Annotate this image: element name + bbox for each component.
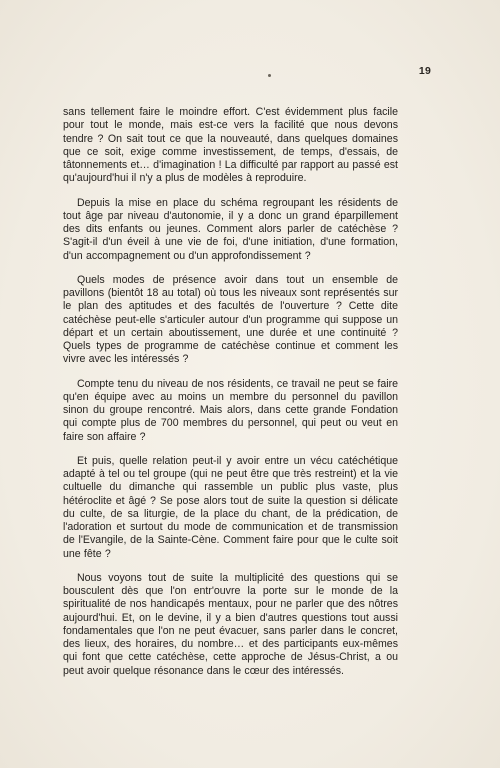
body-text	[63, 106, 398, 689]
page-mark-dot	[268, 74, 271, 77]
paragraph-5: Et puis, quelle relation peut-il y avoir entre un vécu catéchétique adapté à tel ou tel groupe (qui ne peut être que très restreint) et la vie cultuelle du dimanche qui rassemble un public plus vaste, plus hétéroclite et âgé ? Se pose alors tout de suite la question si délicate du culte, de sa liturgie, de la place du chant, de la prédication, de l'adoration et surtout du mode de communication et de transmission de l'Evangile, de la Sainte-Cène. Comment faire pour que le culte soit une fête ?	[63, 454, 398, 560]
page-number: 19	[418, 65, 431, 77]
paragraph-4: Compte tenu du niveau de nos résidents, ce travail ne peut se faire qu'en équipe avec au moins un membre du personnel du pavillon sinon du groupe rencontré. Mais alors, dans cette grande Fondation qui compte plus de 700 membres du personnel, qui peut ou veut en faire son affaire ?	[63, 377, 398, 443]
paragraph-2: Depuis la mise en place du schéma regroupant les résidents de tout âge par niveau d'autonomie, il y a donc un grand éparpillement des dits enfants ou jeunes. Comment alors parler de catéchèse ? S'agit-il d'un éveil à une vie de foi, d'une initiation, d'une formation, d'un accompagnement ou d'un approfondissement ?	[63, 196, 398, 262]
paragraph-1: sans tellement faire le moindre effort. C'est évidemment plus facile pour tout le monde, mais est-ce vers la facilité que nous devons tendre ? On sait tout ce que la nouveauté, dans quelques domaines que ce soit, exige comme investissement, de temps, d'essais, de tâtonnements et… d'imagination ! La difficulté par rapport au passé est qu'aujourd'hui il n'y a plus de modèles à reproduire.	[63, 106, 398, 185]
paragraph-3: Quels modes de présence avoir dans tout un ensemble de pavillons (bientôt 18 au total) où tous les niveaux sont représentés sur le plan des aptitudes et des facultés de l'ouverture ? Cette dite catéchèse peut-elle s'articuler autour d'un programme qui suppose un départ et un certain aboutissement, une durée et une continuité ? Quels types de programme de catéchèse continue et comment les vivre avec les intéressés ?	[63, 273, 398, 366]
paragraph-6: Nous voyons tout de suite la multiplicité des questions qui se bousculent dès que l'on entr'ouvre la porte sur le monde de la spiritualité de nos handicapés mentaux, pour ne parler que des nôtres aujourd'hui. Et, on le devine, il y a bien d'autres questions tout aussi fondamentales que l'on ne peut évacuer, sans parler dans le concret, des lieux, des horaires, du nombre… et des participants eux-mêmes qui font que cette catéchèse, cette approche de Jésus-Christ, a ou peut avoir quelque résonance dans le cœur des intéressés.	[63, 571, 398, 677]
